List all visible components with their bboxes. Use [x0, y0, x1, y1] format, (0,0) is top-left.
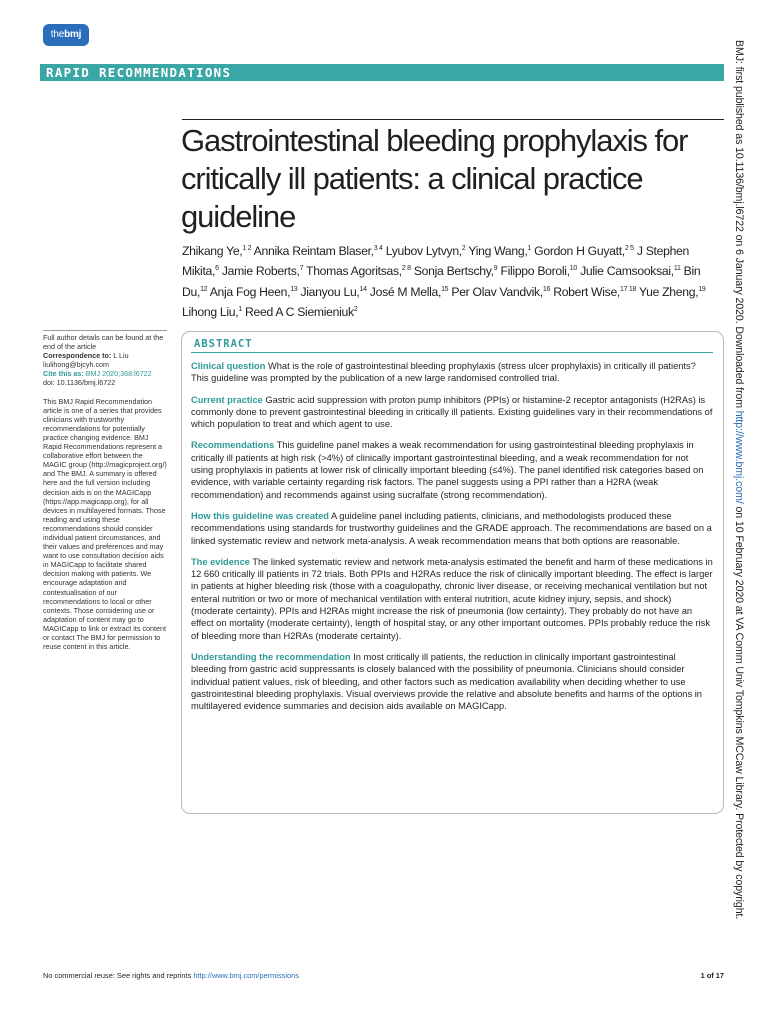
side-notice-before: BMJ: first published as 10.1136/bmj.l6722 on 6 January 2020. Downloaded from	[733, 40, 745, 411]
author-affiliation: 13	[290, 285, 298, 293]
abstract-box	[181, 331, 724, 814]
author-name: Filippo Boroli,	[500, 264, 570, 279]
abstract-section-text: What is the role of gastrointestinal bleeding prophylaxis (stress ulcer prophylaxis) in critically ill patients? This guideline was prompted by the publication of a new large randomised controlled trial.	[191, 361, 696, 384]
cite-text: BMJ 2020;368:l6722	[83, 369, 152, 379]
author-affiliation: 1 2	[242, 245, 252, 252]
author-name: Zhikang Ye,	[182, 244, 243, 258]
author-affiliation: 15	[441, 285, 449, 293]
footer-text: No commercial reuse: See rights and reprints	[43, 971, 194, 980]
abstract-section-label: Current practice	[191, 394, 263, 405]
page-footer	[43, 971, 724, 980]
author-affiliation: 3 4	[373, 245, 383, 252]
author-list	[182, 240, 722, 322]
author-name: José M Mella,	[369, 284, 442, 299]
author-name: Robert Wise,	[553, 284, 621, 299]
correspondence-email[interactable]: liulihong@bjcyh.com	[43, 360, 110, 370]
author-affiliation: 19	[698, 285, 706, 293]
side-notice-link[interactable]: http://www.bmj.com/	[733, 410, 745, 504]
abstract-section	[191, 439, 713, 500]
author-affiliation: 9	[493, 265, 498, 273]
abstract-section-label: The evidence	[191, 556, 250, 567]
author-name: Jianyou Lu,	[300, 284, 360, 299]
author-affiliation: 16	[542, 285, 551, 293]
footer-permissions-link[interactable]: http://www.bmj.com/permissions	[193, 971, 299, 980]
author-name: Thomas Agoritsas,	[306, 264, 402, 279]
sidebar-rule	[43, 330, 167, 331]
abstract-section-text: A guideline panel including patients, clinicians, and methodologists produced these recommendations using standards for trustworthy guidelines and the GRADE approach. The recommendations are based on a linked systematic review and network meta-analysis. A weak recommendation means that both options are reasonable.	[191, 510, 712, 546]
side-notice-after: on 10 February 2020 at VA Comm Univ Tompkins MCCaw Library. Protected by copyright.	[733, 503, 745, 920]
abstract-section	[191, 510, 713, 547]
section-banner: RAPID RECOMMENDATIONS	[40, 64, 724, 81]
author-affiliation: 17 18	[620, 285, 637, 293]
author-affiliation: 2 8	[401, 265, 411, 273]
abstract-section	[191, 651, 713, 712]
author-affiliation: 10	[569, 265, 577, 273]
abstract-section	[191, 360, 713, 385]
author-name: Julie Camsooksai,	[580, 264, 674, 279]
author-name: Gordon H Guyatt,	[534, 244, 625, 258]
author-details-note: Full author details can be found at the end of the article	[43, 333, 164, 352]
abstract-section-text: Gastric acid suppression with proton pump inhibitors (PPIs) or histamine-2 receptor antagonists (H2RAs) is commonly done to prevent gastrointestinal bleeding in critically ill patients. Existing guidelines vary in their recommendations of which population to treat and which agent to use.	[191, 394, 713, 430]
abstract-sections	[191, 360, 713, 712]
abstract-heading: ABSTRACT	[191, 338, 713, 353]
author-affiliation: 2	[353, 306, 358, 314]
abstract-section-text: The linked systematic review and network meta-analysis estimated the benefit and harm of these medications in 12 660 critically ill patients in 72 trials. Both PPIs and H2RAs reduce the risk of clinically important bleeding. The effect is larger in patients at higher bleeding risk (those with a coagulopathy, chronic liver disease, or receiving mechanical ventilation but not enteral nutrition or two or more of mechanical ventilation with enteral nutrition, acute kidney injury, sepsis, and shock) (moderate certainty). PPIs and H2RAs might increase the risk of pneumonia (low certainty). They probably do not have an effect on mortality (moderate certainty), length of hospital stay, or any other important outcomes. PPIs probably reduce the risk of bleeding more than H2RAs (moderate certainty).	[191, 556, 713, 641]
author-name: Annika Reintam Blaser,	[253, 244, 374, 258]
abstract-section-label: Understanding the recommendation	[191, 651, 351, 662]
abstract-section-label: Recommendations	[191, 440, 275, 451]
author-affiliation: 2	[461, 245, 466, 252]
cite-label: Cite this as:	[43, 369, 84, 379]
author-name: Bin Du,	[182, 264, 701, 299]
author-affiliation: 11	[673, 265, 681, 273]
author-name: Lyubov Lytvyn,	[385, 244, 462, 258]
correspondence-label: Correspondence to:	[43, 351, 112, 361]
abstract-section-label: Clinical question	[191, 361, 266, 371]
author-name: Yue Zheng,	[638, 284, 699, 299]
author-name: Anja Fog Heen,	[209, 284, 291, 299]
author-affiliation: 12	[200, 285, 208, 293]
author-affiliation: 6	[215, 265, 219, 273]
series-note: This BMJ Rapid Recommendation article is one of a series that provides clinicians with trustworthy recommendations for potentially practice changing evidence. BMJ Rapid Recommendations represent a collaborative effort between the MAGIC group (http://magicproject.org/) and The BMJ. A summary is offered here and the full version including decision aids is on the MAGICapp (https://app.magicapp.org), for all devices in multilayered formats. Those reading and using these recommendations should consider individual patient circumstances, and their values and preferences and may want to use consultation decision aids in MAGICapp to facilitate shared decision making with patients. We encourage adaptation and contextualisation of our recommendations to local or other contexts. Those considering use or adaptation of content may go to MAGICapp to link or extract its content or contact The BMJ for permission to reuse content in this article.	[43, 396, 167, 652]
author-name: J Stephen Mikita,	[182, 244, 689, 279]
author-name: Lihong Liu,	[182, 305, 239, 320]
abstract-section-text: In most critically ill patients, the reduction in clinically important gastrointestinal bleeding from gastric acid suppressants is closely balanced with the possibility of pneumonia. Clinicians should consider individual patient values, risk of bleeding, and other factors such as medication availability when deciding whether to use gastrointestinal bleeding prophylaxis. Visual overviews provide the relative and absolute benefits and harms of the options in multilayered evidence summaries and decision aids available on MAGICapp.	[191, 651, 702, 712]
correspondence-name: L Liu	[111, 351, 129, 361]
abstract-section	[191, 556, 713, 642]
author-affiliation: 14	[359, 285, 367, 293]
side-copyright-notice	[735, 40, 755, 986]
title-rule	[182, 119, 724, 120]
author-affiliation: 7	[299, 265, 304, 273]
author-name: Sonja Bertschy,	[413, 264, 494, 279]
abstract-section-label: How this guideline was created	[191, 510, 329, 521]
sidebar-notes	[43, 333, 167, 660]
author-name: Jamie Roberts,	[221, 264, 300, 279]
author-name: Ying Wang,	[468, 244, 528, 258]
author-affiliation: 1	[238, 306, 242, 314]
author-name: Reed A C Siemieniuk	[245, 305, 354, 320]
abstract-section-text: This guideline panel makes a weak recommendation for using gastrointestinal bleeding prophylaxis in critically ill patients at high risk (>4%) of clinically important gastrointestinal bleeding, and a weak recommendation for not using prophylaxis in patients at lower risk of clinically important bleeding (≤4%). The panel identified risk categories based on evidence, with variable certainty regarding risk factors. The panel suggests using a PPI rather than a H2RA (weak recommendation) and recommends against using sucralfate (strong recommendation).	[191, 440, 704, 500]
author-affiliation: 1	[527, 245, 532, 252]
author-affiliation: 2 5	[624, 245, 634, 252]
author-name: Per Olav Vandvik,	[451, 284, 543, 299]
doi: doi: 10.1136/bmj.l6722	[43, 378, 116, 388]
bmj-logo: thebmj	[43, 24, 89, 46]
page-number: 1 of 17	[700, 971, 724, 980]
article-title: Gastrointestinal bleeding prophylaxis for critically ill patients: a clinical practice guideline	[181, 123, 688, 234]
abstract-section	[191, 394, 713, 431]
